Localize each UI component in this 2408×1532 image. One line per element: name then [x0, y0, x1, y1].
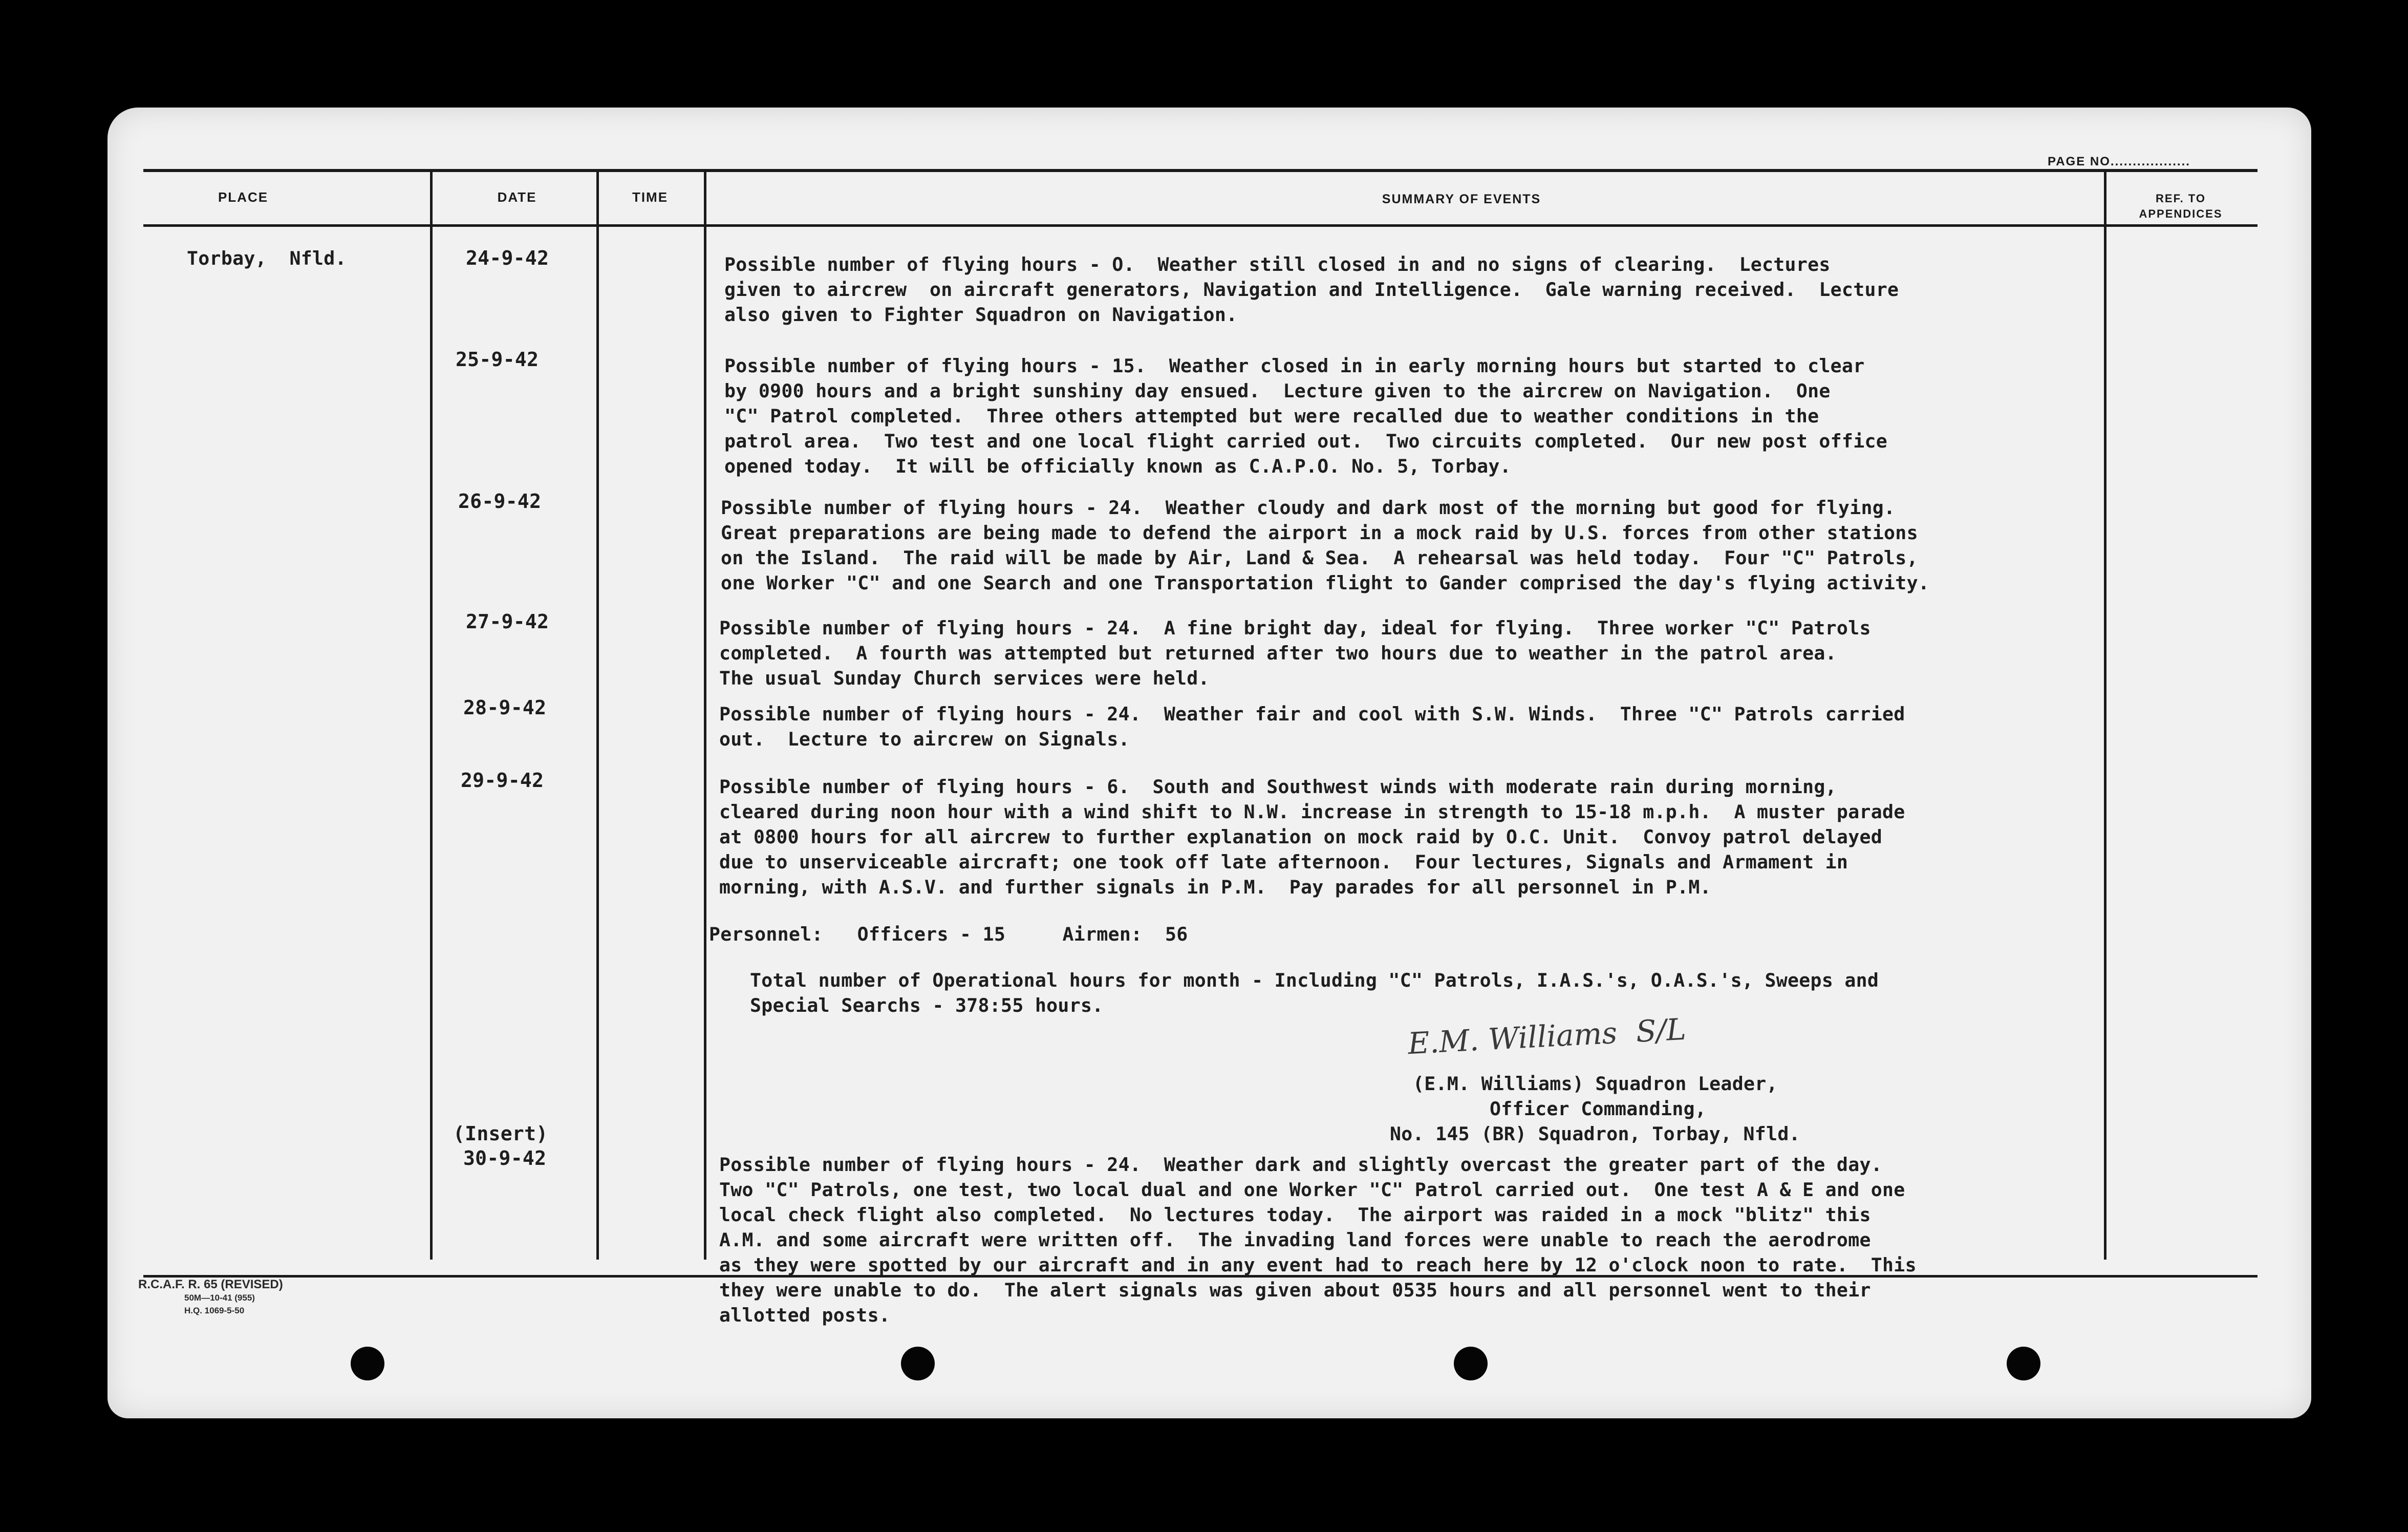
form-code: 50M—10-41 (955) — [184, 1293, 255, 1303]
entry-line: "C" Patrol completed. Three others attempted but were recalled due to weather conditions in the — [724, 405, 1819, 427]
insert-date: 30-9-42 — [463, 1147, 547, 1169]
entry-line: Possible number of flying hours - 24. Weather fair and cool with S.W. Winds. Three "C" Patrols carried — [719, 703, 1905, 725]
insert-line: as they were spotted by our aircraft and in any event had to reach here by 12 o'clock noon to rate. This — [719, 1254, 1917, 1276]
insert-line: they were unable to do. The alert signals was given about 0535 hours and all personnel went to their — [719, 1279, 1871, 1301]
entry-line: Possible number of flying hours - 15. Weather closed in in early morning hours but started to clear — [724, 355, 1865, 377]
entry-line: one Worker "C" and one Search and one Transportation flight to Gander comprised the day's flying activity. — [721, 572, 1930, 594]
entry-line: Possible number of flying hours - O. Weather still closed in and no signs of clearing. Lectures — [724, 253, 1831, 275]
form-code: H.Q. 1069-5-50 — [184, 1306, 245, 1315]
header-time: TIME — [632, 189, 669, 205]
binder-hole — [351, 1347, 384, 1380]
total-hours-line: Special Searchs - 378:55 hours. — [750, 994, 1104, 1016]
insert-line: local check flight also completed. No lectures today. The airport was raided in a mock "blitz" this — [719, 1204, 1871, 1226]
insert-line: Two "C" Patrols, one test, two local dual and one Worker "C" Patrol carried out. One test A & E and one — [719, 1179, 1905, 1201]
column-line-ref — [2104, 169, 2106, 1260]
handwritten-signature: E.M. Williams S/L — [1407, 1011, 1687, 1061]
header-date: DATE — [497, 189, 537, 205]
entry-line: patrol area. Two test and one local flight carried out. Two circuits completed. Our new post office — [724, 430, 1888, 452]
sign-block-line: (E.M. Williams) Squadron Leader, — [1413, 1073, 1778, 1095]
insert-line: A.M. and some aircraft were written off. The invading land forces were unable to reach the aerodrome — [719, 1229, 1871, 1251]
entry-line: out. Lecture to aircrew on Signals. — [719, 728, 1130, 750]
page-number: PAGE NO.................. — [2048, 155, 2190, 168]
entry-line: morning, with A.S.V. and further signals in P.M. Pay parades for all personnel in P.M. — [719, 876, 1711, 898]
entry-line: Great preparations are being made to defend the airport in a mock raid by U.S. forces from other stations — [721, 522, 1918, 544]
entry-line: also given to Fighter Squadron on Navigation. — [724, 304, 1238, 326]
binder-hole — [1454, 1347, 1488, 1380]
entry-line: Possible number of flying hours - 24. A fine bright day, ideal for flying. Three worker "C" Patrols — [719, 617, 1871, 639]
form-code: R.C.A.F. R. 65 (REVISED) — [138, 1278, 283, 1291]
place-text: Torbay, Nfld. — [187, 247, 347, 269]
entry-line: The usual Sunday Church services were held. — [719, 667, 1210, 689]
entry-line: Possible number of flying hours - 24. Weather cloudy and dark most of the morning but good for flying. — [721, 497, 1896, 519]
entry-date: 25-9-42 — [456, 348, 539, 371]
entry-line: opened today. It will be officially known as C.A.P.O. No. 5, Torbay. — [724, 455, 1511, 477]
entry-line: cleared during noon hour with a wind shift to N.W. increase in strength to 15-18 m.p.h. A muster parade — [719, 801, 1905, 823]
header-rule — [143, 224, 2258, 227]
entry-date: 29-9-42 — [461, 769, 544, 792]
entry-line: on the Island. The raid will be made by Air, Land & Sea. A rehearsal was held today. Four "C" Patrols, — [721, 547, 1918, 569]
entry-date: 28-9-42 — [463, 696, 547, 719]
header-place: PLACE — [218, 189, 269, 205]
header-ref-2: APPENDICES — [2139, 207, 2223, 220]
entry-line: by 0900 hours and a bright sunshiny day ensued. Lecture given to the aircrew on Navigation. One — [724, 380, 1831, 402]
total-hours-line: Total number of Operational hours for month - Including "C" Patrols, I.A.S.'s, O.A.S.'s, Sweeps and — [750, 969, 1879, 991]
entry-date: 27-9-42 — [466, 610, 549, 633]
insert-label: (Insert) — [453, 1122, 548, 1145]
personnel-line: Personnel: Officers - 15 Airmen: 56 — [709, 923, 1188, 945]
top-rule — [143, 169, 2258, 172]
insert-line: Possible number of flying hours - 24. Weather dark and slightly overcast the greater part of the day. — [719, 1154, 1883, 1176]
diary-card — [107, 108, 2311, 1418]
sign-block-line: No. 145 (BR) Squadron, Torbay, Nfld. — [1390, 1123, 1800, 1145]
insert-line: allotted posts. — [719, 1304, 891, 1326]
entry-line: at 0800 hours for all aircrew to further explanation on mock raid by O.C. Unit. Convoy patrol delayed — [719, 826, 1883, 848]
column-line-time — [704, 169, 706, 1260]
entry-line: given to aircrew on aircraft generators, Navigation and Intelligence. Gale warning received. Lecture — [724, 279, 1899, 301]
column-line-date — [596, 169, 599, 1260]
sign-block-line: Officer Commanding, — [1490, 1098, 1707, 1120]
entry-date: 26-9-42 — [458, 490, 542, 513]
header-ref-1: REF. TO — [2156, 192, 2206, 205]
column-line-place — [430, 169, 433, 1260]
binder-hole — [901, 1347, 935, 1380]
entry-date: 24-9-42 — [466, 247, 549, 269]
entry-line: completed. A fourth was attempted but returned after two hours due to weather in the patrol area. — [719, 642, 1837, 664]
binder-hole — [2007, 1347, 2040, 1380]
header-summary: SUMMARY OF EVENTS — [1382, 192, 1541, 206]
entry-line: due to unserviceable aircraft; one took off late afternoon. Four lectures, Signals and Armament in — [719, 851, 1848, 873]
entry-line: Possible number of flying hours - 6. South and Southwest winds with moderate rain during morning, — [719, 776, 1837, 798]
